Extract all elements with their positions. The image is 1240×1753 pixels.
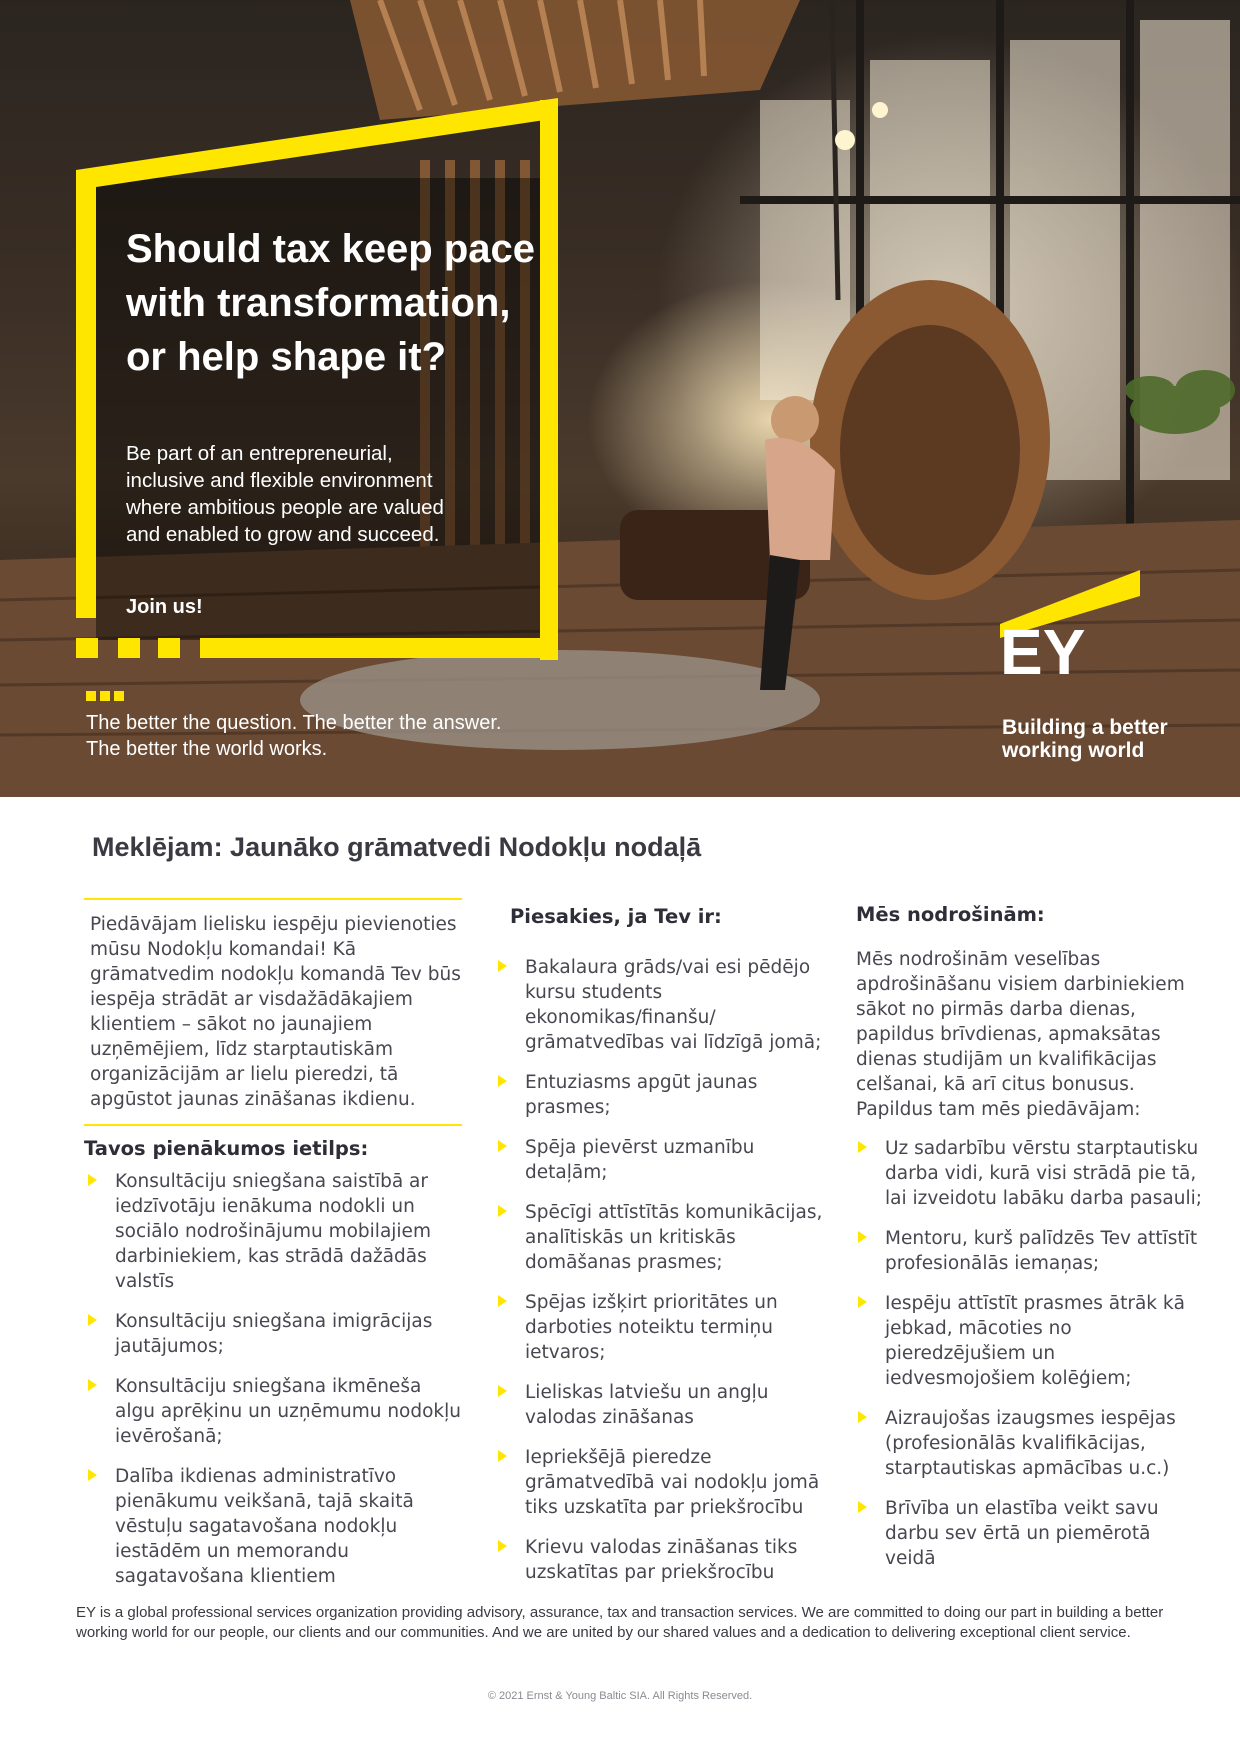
join-us-cta[interactable]: Join us!	[126, 596, 203, 618]
arrow-icon	[858, 1231, 867, 1243]
arrow-icon	[498, 1295, 507, 1307]
divider	[84, 1124, 462, 1126]
tagline: The better the question. The better the answer. The better the world works.	[86, 712, 502, 760]
list-item: Brīvība un elastība veikt savu darbu sev ērtā un piemērotā veidā	[854, 1496, 1204, 1571]
arrow-icon	[498, 1385, 507, 1397]
column-responsibilities	[84, 898, 464, 1604]
arrow-icon	[858, 1411, 867, 1423]
frame-left-bar	[76, 170, 96, 618]
arrow-icon	[498, 1075, 507, 1087]
list-item: Iespēju attīstīt prasmes ātrāk kā jebkad, mācoties no pieredzējušiem un iedvesmojošiem kolēģiem;	[854, 1291, 1204, 1391]
hero-photo	[0, 0, 1240, 797]
benefits-list	[854, 1136, 1204, 1571]
arrow-icon	[88, 1314, 97, 1326]
arrow-icon	[498, 960, 507, 972]
frame-dash	[158, 638, 180, 658]
requirements-list	[494, 955, 824, 1585]
arrow-icon	[88, 1174, 97, 1186]
list-item: Krievu valodas zināšanas tiks uzskatītas par priekšrocību	[494, 1535, 824, 1585]
column-requirements	[494, 898, 824, 1600]
frame-dash	[76, 638, 98, 658]
list-item: Aizraujošas izaugsmes iespējas (profesionālās kvalifikācijas, starptautiskas apmācības u.c.)	[854, 1406, 1204, 1481]
arrow-icon	[858, 1296, 867, 1308]
benefits-intro: Mēs nodrošinām veselības apdrošināšanu visiem darbiniekiem sākot no pirmās darba dienas, papildus brīvdienas, apmaksātas dienas studijām un kvalifikācijas celšanai, kā arī citus bonusus. Papildus tam mēs piedāvājam:	[856, 949, 1185, 1120]
ey-slogan: Building a better working world	[1002, 716, 1168, 762]
frame-bottom-bar	[200, 638, 558, 658]
arrow-icon	[498, 1205, 507, 1217]
hero-text: Be part of an entrepreneurial, inclusive and flexible environment where ambitious people are valued and enabled to grow and succeed.	[126, 442, 444, 546]
arrow-icon	[858, 1141, 867, 1153]
list-item: Uz sadarbību vērstu starptautisku darba vidi, kurā visi strādā pie tā, lai izveidotu labāku darba pasauli;	[854, 1136, 1204, 1211]
frame-dash	[118, 638, 140, 658]
list-item: Bakalaura grāds/vai esi pēdējo kursu students ekonomikas/finanšu/ grāmatvedības vai līdzīgā jomā;	[494, 955, 824, 1055]
list-item: Entuziasms apgūt jaunas prasmes;	[494, 1070, 824, 1120]
arrow-icon	[88, 1379, 97, 1391]
divider	[84, 898, 462, 900]
hero-banner	[0, 0, 1240, 797]
list-item: Konsultāciju sniegšana saistībā ar iedzīvotāju ienākuma nodokli un sociālo nodrošinājumu mobilajiem darbiniekiem, kas strādā dažādās valstīs	[84, 1169, 464, 1294]
requirements-title: Piesakies, ja Tev ir:	[510, 905, 722, 928]
hero-title: Should tax keep pace with transformation, or help shape it?	[126, 227, 536, 379]
list-item: Mentoru, kurš palīdzēs Tev attīstīt profesionālās iemaņas;	[854, 1226, 1204, 1276]
tagline-dots	[86, 686, 128, 705]
responsibilities-title: Tavos pienākumos ietilps:	[84, 1137, 369, 1160]
footer-text: EY is a global professional services organization providing advisory, assurance, tax and transaction services. We are committed to doing our part in building a better working world for our people, our clients and our communities. And we are united by our shared values and a dedication to delivering exceptional client service.	[76, 1604, 1164, 1641]
ey-logo	[1000, 566, 1190, 676]
job-heading: Meklējam: Jaunāko grāmatvedi Nodokļu nodaļā	[92, 832, 702, 862]
responsibilities-list	[84, 1169, 464, 1589]
arrow-icon	[858, 1501, 867, 1513]
list-item: Spēja pievērst uzmanību detaļām;	[494, 1135, 824, 1185]
list-item: Iepriekšējā pieredze grāmatvedībā vai nodokļu jomā tiks uzskatīta par priekšrocību	[494, 1445, 824, 1520]
list-item: Spēcīgi attīstītās komunikācijas, analītiskās un kritiskās domāšanas prasmes;	[494, 1200, 824, 1275]
list-item: Spējas izšķirt prioritātes un darboties noteiktu termiņu ietvaros;	[494, 1290, 824, 1365]
arrow-icon	[88, 1469, 97, 1481]
list-item: Dalība ikdienas administratīvo pienākumu veikšanā, tajā skaitā vēstuļu sagatavošana nodokļu iestādēm un memorandu sagatavošana klientiem	[84, 1464, 464, 1589]
benefits-title: Mēs nodrošinām:	[856, 903, 1045, 926]
arrow-icon	[498, 1450, 507, 1462]
list-item: Konsultāciju sniegšana imigrācijas jautājumos;	[84, 1309, 464, 1359]
arrow-icon	[498, 1140, 507, 1152]
ey-logo-text: EY	[1000, 616, 1086, 676]
intro-text: Piedāvājam lielisku iespēju pievienoties mūsu Nodokļu komandai! Kā grāmatvedim nodokļu komandā Tev būs iespēja strādāt ar visdažādākajiem klientiem – sākot no jaunajiem uzņēmējiem, līdz starptautiskām organizācijām ar lielu pieredzi, tā apgūstot jaunas zināšanas ikdienu.	[90, 914, 461, 1110]
column-benefits	[854, 898, 1204, 1586]
list-item: Konsultāciju sniegšana ikmēneša algu aprēķinu un uzņēmumu nodokļu ievērošanā;	[84, 1374, 464, 1449]
arrow-icon	[498, 1540, 507, 1552]
list-item: Lieliskas latviešu un angļu valodas zināšanas	[494, 1380, 824, 1430]
copyright: © 2021 Ernst & Young Baltic SIA. All Rights Reserved.	[487, 1690, 753, 1702]
